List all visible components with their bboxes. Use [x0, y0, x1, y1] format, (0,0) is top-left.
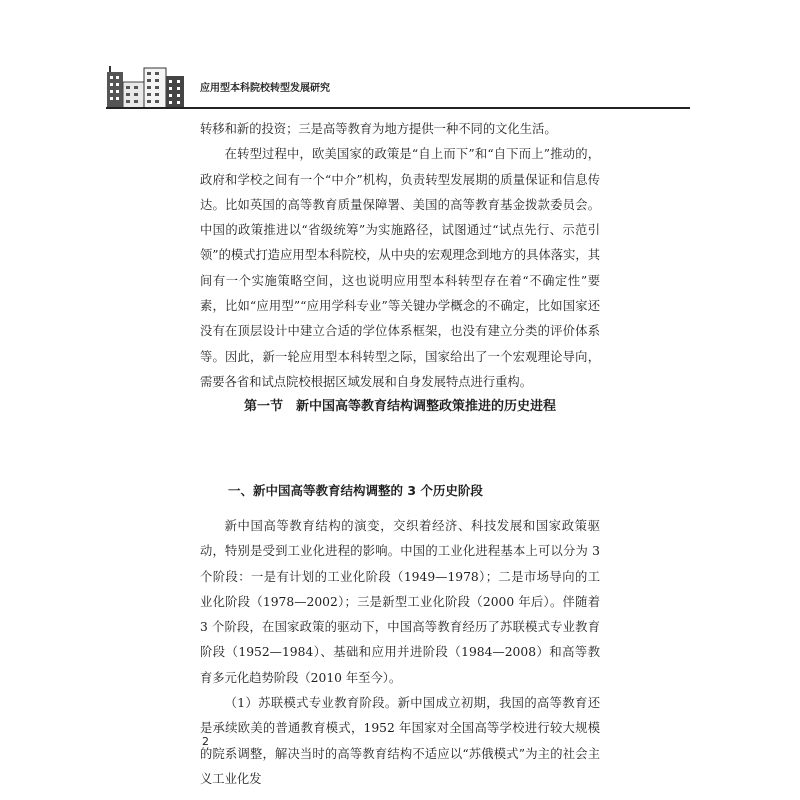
paragraph: 新中国高等教育结构的演变，交织着经济、科技发展和国家政策驱动，特别是受到工业化进程的影响。中国的工业化进程基本上可以分为 3 个阶段：一是有计划的工业化阶段（1949—1978）；二是市场导向的工业化阶段（1978—2002）；三是新型工业化阶段（2000 年后）。伴随着 3 个阶段，在国家政策的驱动下，中国高等教育经历了苏联模式专业教育阶段（1952—1984）、基础和应用并进阶段（1984—2008）和高等教育多元化趋势阶段（2010 年至今）。 — [200, 519, 600, 685]
body-text-top — [200, 117, 600, 395]
page-number: 2 — [202, 735, 209, 748]
paragraph: （1）苏联模式专业教育阶段。新中国成立初期，我国的高等教育还是承续欧美的普通教育模式，1952 年国家对全国高等学校进行较大规模的院系调整，解决当时的高等教育结构不适应以“苏俄模式”为主的社会主义工业化发 — [200, 696, 600, 786]
running-title: 应用型本科院校转型发展研究 — [200, 83, 330, 94]
running-header — [106, 60, 690, 108]
section-heading: 第一节 新中国高等教育结构调整政策推进的历史进程 — [243, 399, 556, 414]
body-text-bottom — [200, 514, 600, 792]
city-skyline-logo — [106, 60, 190, 108]
paragraph: 转移和新的投资；三是高等教育为地方提供一种不同的文化生活。 — [200, 122, 557, 136]
header-rule — [106, 107, 690, 109]
paragraph: 在转型过程中，欧美国家的政策是“自上而下”和“自下而上”推动的，政府和学校之间有一个“中介”机构，负责转型发展期的质量保证和信息传达。比如英国的高等教育质量保障署、美国的高等教育基金拨款委员会。中国的政策推进以“省级统筹”为实施路径，试图通过“试点先行、示范引领”的模式打造应用型本科院校，从中央的宏观理念到地方的具体落实，其间有一个实施策略空间，这也说明应用型本科转型存在着“不确定性”要素，比如“应用型”“应用学科专业”等关键办学概念的不确定，比如国家还没有在顶层设计中建立合适的学位体系框架，也没有建立分类的评价体系等。因此，新一轮应用型本科转型之际，国家给出了一个宏观理论导向，需要各省和试点院校根据区域发展和自身发展特点进行重构。 — [200, 147, 600, 389]
sub-heading: 一、新中国高等教育结构调整的 3 个历史阶段 — [228, 483, 483, 498]
